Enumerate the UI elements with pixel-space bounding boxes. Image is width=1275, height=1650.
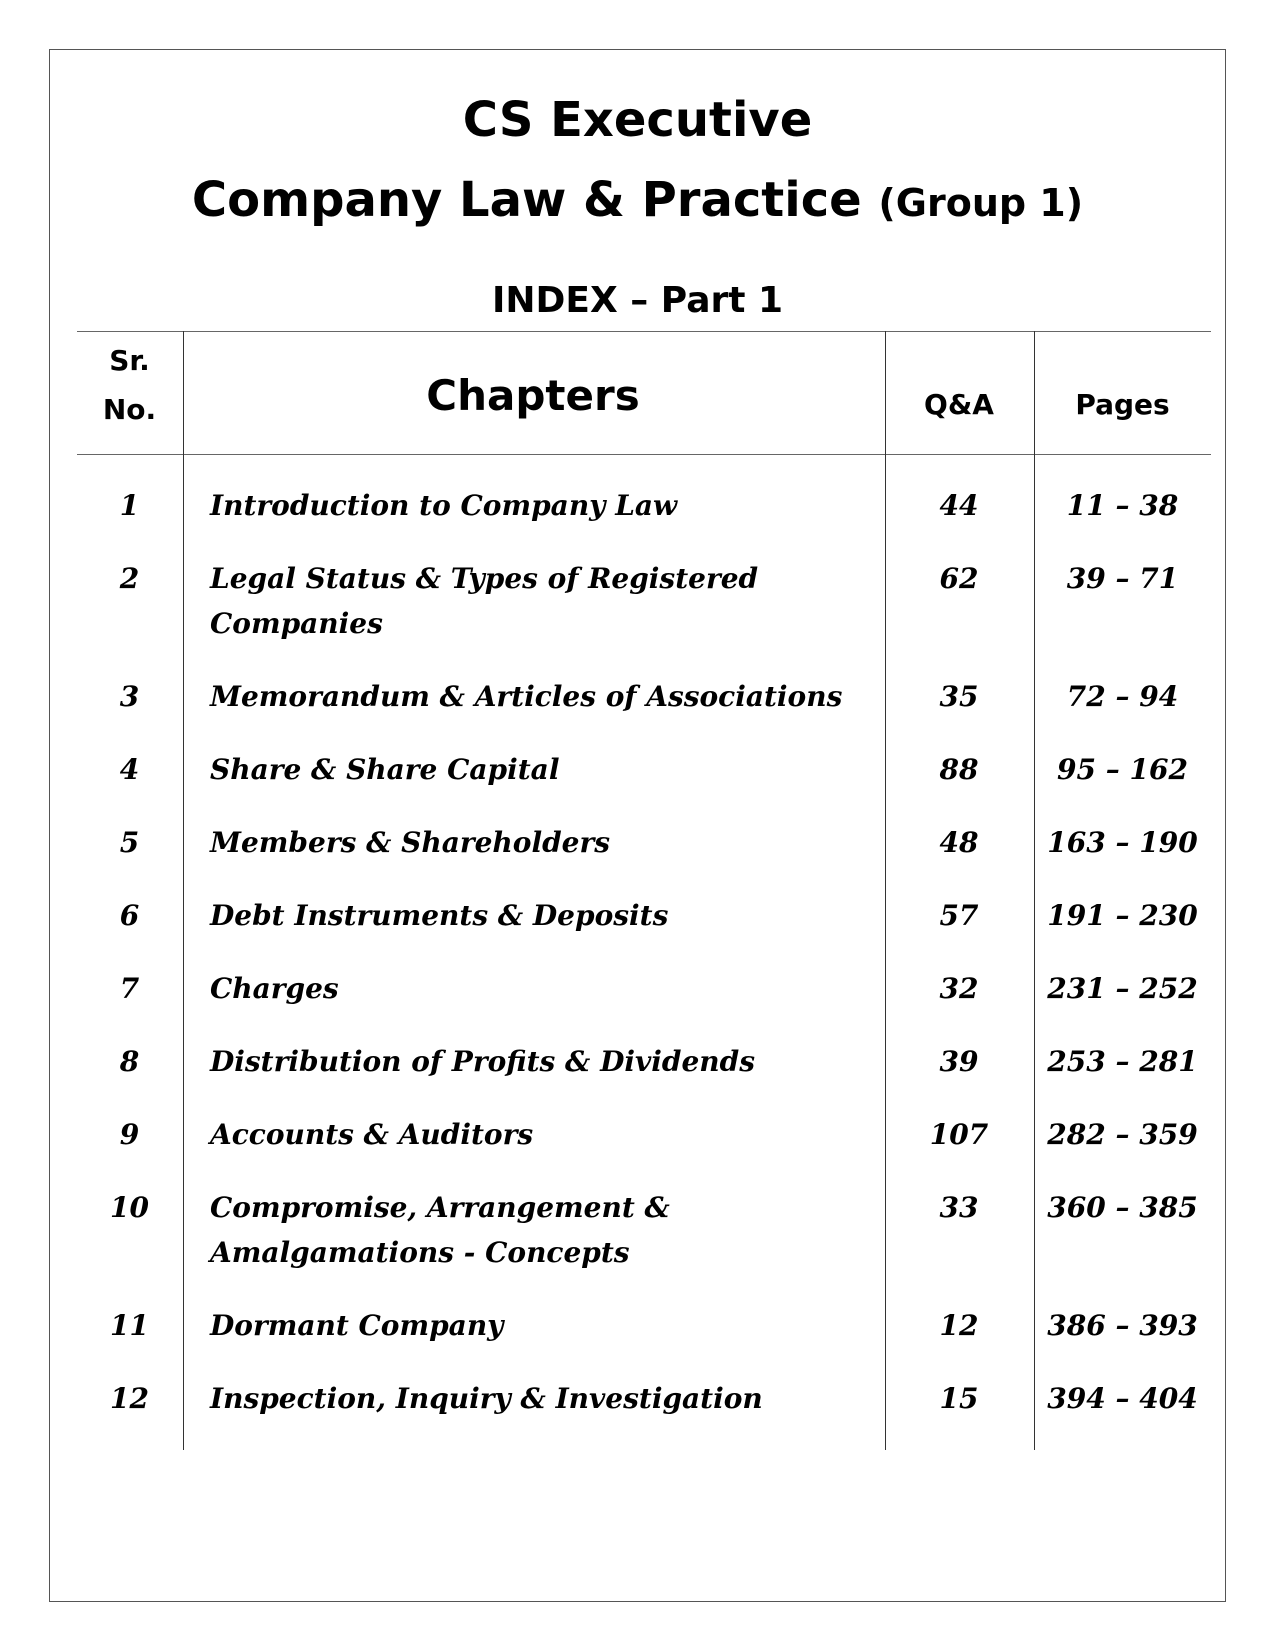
row-page-range: 39 – 71 — [1066, 562, 1179, 595]
row-sr-number: 12 — [110, 1382, 149, 1415]
row-qa-count: 33 — [939, 1191, 979, 1224]
row-page-range: 282 – 359 — [1047, 1118, 1198, 1151]
row-qa-count: 107 — [929, 1118, 989, 1151]
row-sr-number: 11 — [110, 1309, 149, 1342]
row-chapter-title: Distribution of Profits & Dividends — [210, 1045, 755, 1078]
table-top-rule — [77, 331, 1211, 332]
row-page-range: 253 – 281 — [1047, 1045, 1198, 1078]
row-chapter-title: Legal Status & Types of Registered Companies — [210, 562, 759, 640]
row-page-range: 95 – 162 — [1057, 753, 1188, 786]
row-qa-count: 32 — [939, 972, 979, 1005]
row-qa-count: 44 — [939, 489, 979, 522]
row-chapter-title: Compromise, Arrangement & Amalgamations - Concepts — [210, 1191, 670, 1269]
row-page-range: 191 – 230 — [1047, 899, 1198, 932]
row-page-range: 394 – 404 — [1047, 1382, 1198, 1415]
row-sr-number: 2 — [119, 562, 140, 595]
row-sr-number: 5 — [119, 826, 140, 859]
row-page-range: 11 – 38 — [1066, 489, 1179, 522]
row-qa-count: 15 — [939, 1382, 979, 1415]
row-qa-count: 35 — [939, 680, 979, 713]
row-sr-number: 3 — [119, 680, 140, 713]
column-divider — [183, 331, 184, 1450]
row-qa-count: 62 — [939, 562, 979, 595]
row-sr-number: 9 — [119, 1118, 140, 1151]
row-chapter-title: Introduction to Company Law — [210, 489, 678, 522]
row-chapter-title: Dormant Company — [210, 1309, 504, 1342]
row-qa-count: 48 — [939, 826, 979, 859]
row-qa-count: 12 — [939, 1309, 979, 1342]
row-sr-number: 7 — [119, 972, 140, 1005]
row-page-range: 163 – 190 — [1047, 826, 1198, 859]
column-header-chapters: Chapters — [426, 371, 640, 420]
column-header-pages: Pages — [1075, 388, 1170, 421]
row-qa-count: 88 — [939, 753, 979, 786]
row-chapter-title: Debt Instruments & Deposits — [210, 899, 669, 932]
column-header-sr-line2: No. — [102, 393, 157, 426]
column-header-qa: Q&A — [924, 388, 994, 421]
row-page-range: 386 – 393 — [1047, 1309, 1198, 1342]
row-qa-count: 57 — [939, 899, 979, 932]
row-sr-number: 10 — [110, 1191, 149, 1224]
row-chapter-title: Charges — [210, 972, 339, 1005]
table-header-rule — [77, 454, 1211, 455]
document-title: CS Executive — [462, 92, 813, 148]
subject-title — [0, 170, 1275, 233]
group-label: (Group 1) — [878, 181, 1084, 225]
row-chapter-title: Memorandum & Articles of Associations — [210, 680, 843, 713]
row-page-range: 231 – 252 — [1047, 972, 1198, 1005]
subject-name: Company Law & Practice — [191, 172, 862, 228]
row-sr-number: 1 — [119, 489, 140, 522]
column-header-sr-line1: Sr. — [109, 344, 150, 377]
index-title: INDEX – Part 1 — [491, 280, 784, 321]
row-page-range: 72 – 94 — [1066, 680, 1179, 713]
row-chapter-title: Inspection, Inquiry & Investigation — [210, 1382, 763, 1415]
column-header-sr-no — [77, 336, 182, 434]
row-sr-number: 4 — [119, 753, 140, 786]
row-sr-number: 8 — [119, 1045, 140, 1078]
row-sr-number: 6 — [119, 899, 140, 932]
row-page-range: 360 – 385 — [1047, 1191, 1198, 1224]
row-qa-count: 39 — [939, 1045, 979, 1078]
row-chapter-title: Accounts & Auditors — [210, 1118, 534, 1151]
row-chapter-title: Members & Shareholders — [210, 826, 610, 859]
row-chapter-title: Share & Share Capital — [210, 753, 560, 786]
